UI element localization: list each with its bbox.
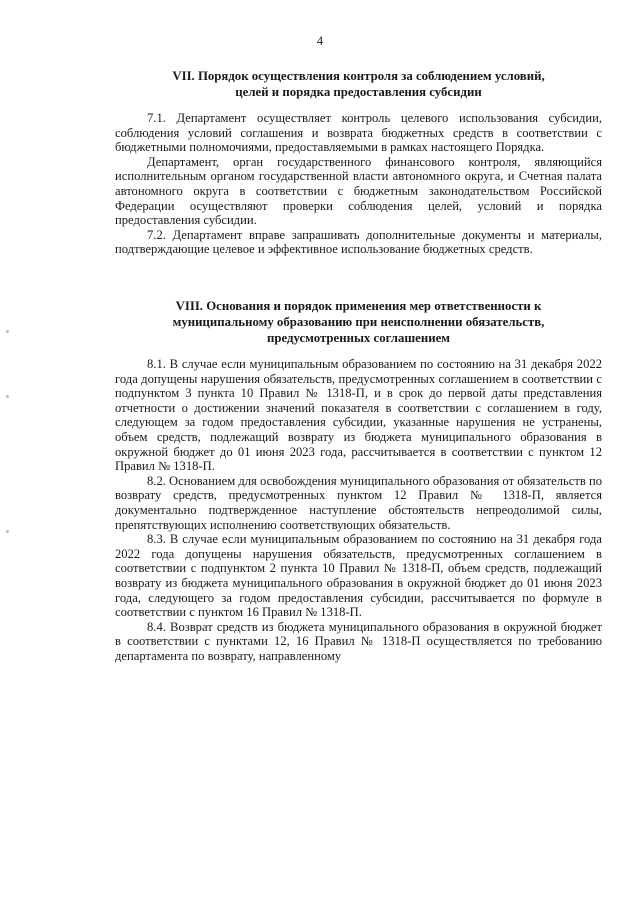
paragraph-7-1-continued: Департамент, орган государственного финансового контроля, являющийся исполнительным органом государственной власти автономного округа, и Счетная палата автономного округа в соответствии с бюджетным законодательством Российской Федерации осуществляют проверки соблюдения целей, условий и порядка предоставления субсидии.	[115, 154, 602, 228]
section-7-heading	[115, 68, 602, 100]
scan-artifact	[6, 530, 9, 533]
paragraph-7-1: 7.1. Департамент осуществляет контроль целевого использования субсидии, соблюдения условий соглашения и возврата бюджетных средств в соответствии с бюджетными полномочиями, предоставляемыми в рамках настоящего Порядка.	[115, 111, 602, 155]
paragraph-7-2: 7.2. Департамент вправе запрашивать дополнительные документы и материалы, подтверждающие целевое и эффективное использование бюджетных средств.	[115, 227, 602, 257]
page-number: 4	[316, 34, 324, 48]
section-7-title-line-2: целей и порядка предоставления субсидии	[235, 85, 482, 99]
paragraph-8-1: 8.1. В случае если муниципальным образованием по состоянию на 31 декабря 2022 года допущены нарушения обязательств, предусмотренных соглашением в соответствии с подпунктом 3 пункта 10 Правил № 1318-П, и в срок до первой даты представления отчетности о достижении значений показателя в соответствии с соглашением в году, следующем за годом предоставления субсидии, указанные нарушения не устранены, объем средств, подлежащий возврату из бюджета муниципального образования в окружной бюджет до 01 июня 2023 года, рассчитывается в соответствии с пунктом 12 Правил № 1318-П.	[115, 357, 602, 474]
paragraph-8-4: 8.4. Возврат средств из бюджета муниципального образования в окружной бюджет в соответствии с пунктами 12, 16 Правил № 1318-П осуществляется по требованию департамента по возврату, направленному	[115, 619, 602, 663]
section-8-title-line-2: муниципальному образованию при неисполнении обязательств,	[172, 315, 545, 329]
scan-artifact	[6, 330, 9, 333]
scan-artifact	[6, 395, 9, 398]
section-8-heading	[115, 298, 602, 346]
section-8-title-line-1: VIII. Основания и порядок применения мер ответственности к	[175, 299, 542, 313]
section-8-title-line-3: предусмотренных соглашением	[267, 331, 450, 345]
section-7-body	[115, 111, 602, 257]
paragraph-8-2: 8.2. Основанием для освобождения муниципального образования от обязательств по возврату средств, предусмотренных пунктом 12 Правил № 1318-П, является документально подтвержденное наступление обстоятельств непреодолимой силы, препятствующих исполнению соответствующих обязательств.	[115, 473, 602, 532]
section-7-title-line-1: VII. Порядок осуществления контроля за соблюдением условий,	[172, 69, 545, 83]
paragraph-8-3: 8.3. В случае если муниципальным образованием по состоянию на 31 декабря года 2022 года допущены нарушения обязательств, предусмотренных соглашением в соответствии с подпунктом 2 пункта 10 Правил № 1318-П, объем средств, подлежащий возврату из бюджета муниципального образования в окружной бюджет до 01 июня 2023 года, следующего за годом предоставления субсидии, рассчитывается по формуле в соответствии с пунктом 16 Правил № 1318-П.	[115, 532, 602, 620]
section-8-body	[115, 357, 602, 663]
